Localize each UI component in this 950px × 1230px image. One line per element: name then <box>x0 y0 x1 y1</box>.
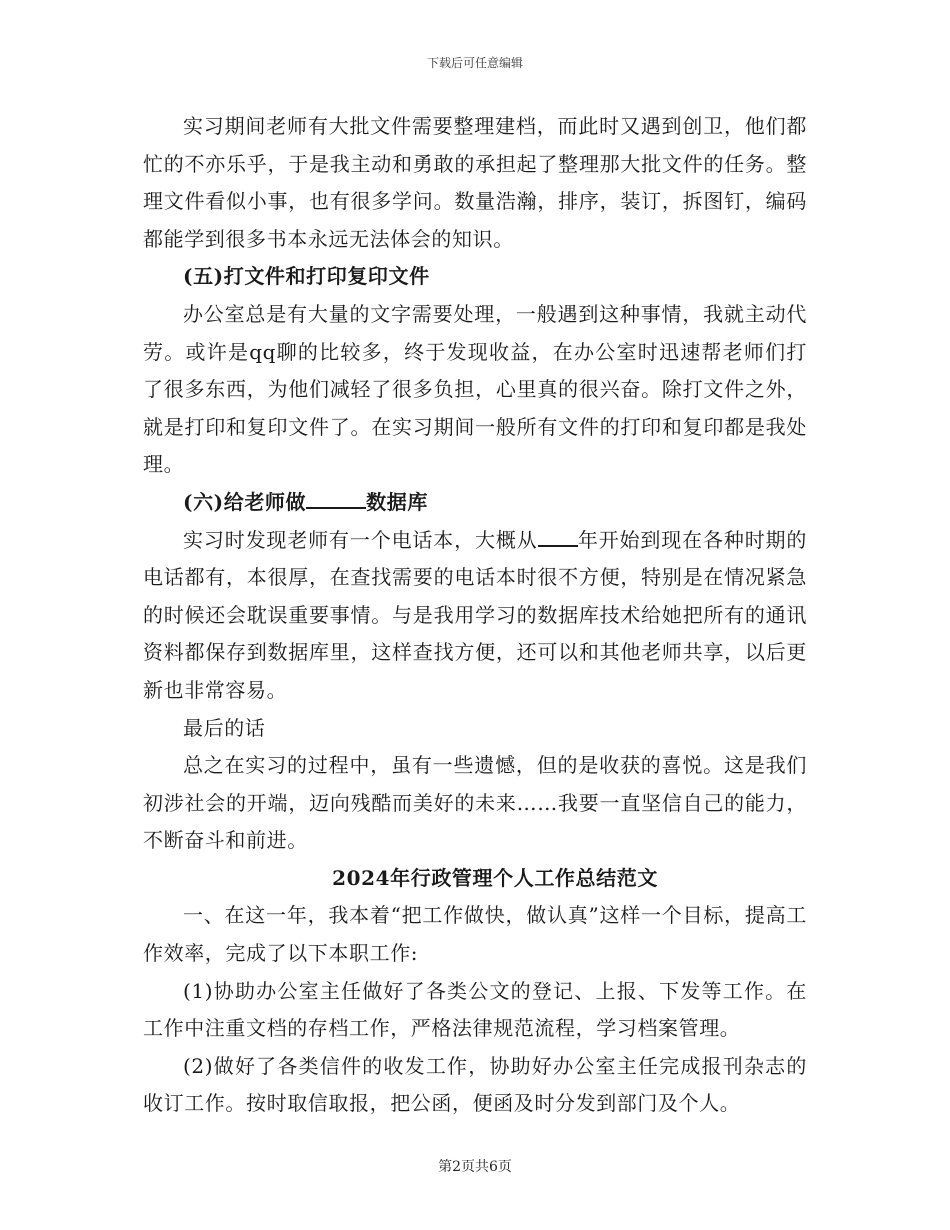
paragraph-filing: 实习期间老师有大批文件需要整理建档，而此时又遇到创卫，他们都忙的不亦乐乎，于是我主动和勇敢的承担起了整理那大批文件的任务。整理文件看似小事，也有很多学问。数量浩瀚，排序，装订，拆图钉，编码都能学到很多书本永远无法体会的知识。 <box>143 114 807 251</box>
section-heading-6-part2: 数据库 <box>366 489 428 514</box>
paragraph-database-part2: 年开始到现在各种时期的电话都有，本很厚，在查找需要的电话本时很不方便，特别是在情况紧急的时候还会耽误重要事情。与是我用学习的数据库技术给她把所有的通讯资料都保存到数据库里，这样查找方便，还可以和其他老师共享，以后更新也非常容易。 <box>143 527 808 702</box>
document-title: 2024年行政管理个人工作总结范文 <box>332 865 658 890</box>
paragraph-summary: 总之在实习的过程中，虽有一些遗憾，但的是收获的喜悦。这是我们初涉社会的开端，迈向残酷而美好的未来……我要一直坚信自己的能力，不断奋斗和前进。 <box>143 753 807 853</box>
section-heading-5: (五)打文件和打印复印文件 <box>183 264 430 289</box>
paragraph-intro: 一、在这一年，我本着“把工作做快，做认真”这样一个目标，提高工作效率，完成了以下本职工作: <box>143 903 807 966</box>
paragraph-typing: 办公室总是有大量的文字需要处理，一般遇到这种事情，我就主动代劳。或许是qq聊的比较多，终于发现收益，在办公室时迅速帮老师们打了很多东西，为他们减轻了很多负担，心里真的很兴奋。除打文件之外，就是打印和复印文件了。在实习期间一般所有文件的打印和复印都是我处理。 <box>143 301 807 477</box>
blank-underline <box>306 485 366 509</box>
document-body <box>143 108 807 1123</box>
blank-underline <box>538 523 578 547</box>
page-footer: 第2页共6页 <box>438 1159 512 1175</box>
page-header: 下载后可任意编辑 <box>426 56 523 70</box>
paragraph-database <box>143 522 807 710</box>
paragraph-item-1: (1)协助办公室主任做好了各类公文的登记、上报、下发等工作。在工作中注重文档的存档工作，严格法律规范流程，学习档案管理。 <box>143 978 807 1041</box>
section-heading-6 <box>143 484 807 522</box>
section-heading-6-part1: (六)给老师做 <box>183 489 307 514</box>
paragraph-closing-label: 最后的话 <box>183 715 266 740</box>
paragraph-database-part1: 实习时发现老师有一个电话本，大概从 <box>183 527 538 552</box>
paragraph-item-2: (2)做好了各类信件的收发工作，协助好办公室主任完成报刊杂志的收订工作。按时取信取报，把公函，便函及时分发到部门及个人。 <box>143 1053 807 1116</box>
